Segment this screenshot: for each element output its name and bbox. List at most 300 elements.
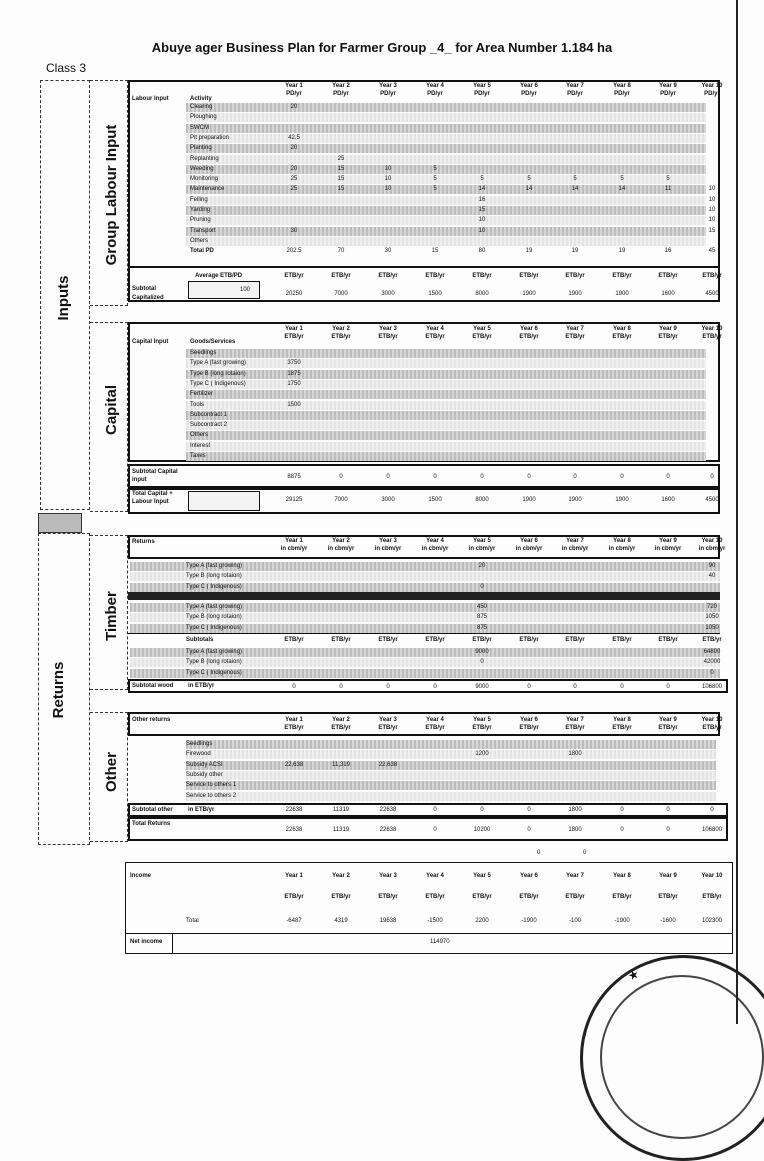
other-row-label: Service to others 1 — [186, 782, 237, 789]
labour-row-label: Pruning — [190, 217, 211, 224]
timber-price-row-y5: 875 — [476, 624, 487, 631]
timber-unit-5: in cbm/yr — [468, 546, 496, 552]
timber-subtotals-unit: ETB/yr — [378, 637, 398, 643]
labour-row-bg — [186, 144, 706, 153]
other-unit-4: ETB/yr — [425, 725, 445, 731]
labour-avg-unit: ETB/yr — [472, 273, 492, 279]
labour-unit-1: PD/yr — [286, 91, 302, 97]
labour-cell: 10 — [384, 186, 392, 193]
other-unit-2: ETB/yr — [331, 725, 351, 731]
capital-row-label: Type A (fast growing) — [190, 360, 247, 367]
inputs-marker — [38, 513, 82, 533]
other-year-1: Year 1 — [285, 717, 303, 723]
income-total-label: Total — [186, 918, 199, 924]
income-year-5: Year 5 — [473, 873, 491, 879]
timber-subtotal-label: Subtotal wood — [132, 683, 174, 689]
capital-row-bg — [186, 401, 706, 410]
other-unit-8: ETB/yr — [612, 725, 632, 731]
labour-row-bg — [186, 113, 706, 122]
timber-subtotals-line — [128, 633, 720, 634]
labour-cell: 14 — [571, 186, 579, 193]
other-subtotal-value: 0 — [433, 807, 437, 813]
labour-cell: 25 — [290, 176, 298, 183]
capital-cell: 1500 — [287, 401, 301, 408]
other-year-10: Year 10 — [701, 717, 723, 723]
capital-total-input[interactable] — [188, 491, 260, 511]
labour-row-label: Felling — [190, 196, 208, 203]
labour-cell: 15 — [478, 207, 486, 213]
labour-cell: 14 — [525, 186, 533, 193]
capital-row-label: Taxes — [190, 453, 206, 459]
labour-cell: 15 — [431, 248, 439, 255]
capital-unit-8: ETB/yr — [612, 334, 632, 340]
official-stamp-inner — [600, 975, 764, 1139]
page-edge — [736, 0, 738, 1024]
labour-cell: 80 — [478, 248, 486, 255]
income-unit-5: ETB/yr — [472, 894, 492, 900]
capital-year-3: Year 3 — [379, 326, 397, 332]
income-divider — [125, 933, 733, 934]
labour-subtotal-value: 20250 — [285, 291, 303, 297]
capital-subtotal-value: 0 — [433, 474, 437, 480]
other-unit-9: ETB/yr — [658, 725, 678, 731]
timber-subtotals-unit: ETB/yr — [612, 637, 632, 643]
labour-unit-5: PD/yr — [474, 91, 490, 97]
capital-subtotal-value: 0 — [386, 474, 390, 480]
labour-cell: 25 — [337, 155, 345, 162]
labour-cell: 20 — [290, 145, 298, 152]
labour-cell: 10 — [478, 227, 486, 234]
other-corner: Other returns — [132, 717, 171, 723]
capital-year-9: Year 9 — [659, 326, 677, 332]
other-cell: 22,638 — [284, 761, 304, 768]
labour-year-10: Year 10 — [701, 83, 723, 89]
labour-row-label: Pit preparation — [190, 134, 230, 141]
timber-year-1: Year 1 — [285, 538, 303, 544]
timber-price-row-label: Type B (long rotaion) — [186, 614, 242, 621]
income-total-value: -1900 — [614, 918, 630, 924]
capital-row-bg — [186, 421, 706, 430]
other-cell: 1200 — [475, 751, 489, 758]
capital-row-label: Subcontract 1 — [190, 411, 228, 418]
labour-cell: 202.5 — [286, 248, 302, 255]
income-year-7: Year 7 — [566, 873, 584, 879]
other-year-4: Year 4 — [426, 717, 444, 723]
timber-unit-2: in cbm/yr — [327, 546, 355, 552]
income-total-value: 102300 — [701, 918, 723, 924]
timber-subtotal-value: 0 — [433, 684, 437, 690]
income-total-value: -1500 — [427, 918, 443, 924]
timber-subtotal-value: 106800 — [701, 684, 723, 690]
page-title: Abuye ager Business Plan for Farmer Group _4_ for Area Number 1.184 ha — [151, 40, 613, 55]
labour-subtotal-value: 3000 — [381, 291, 395, 297]
labour-avg-value: 100 — [240, 287, 251, 293]
other-subtotal-value: 22638 — [285, 807, 303, 813]
timber-unit-8: in cbm/yr — [608, 546, 636, 552]
capital-side-label: Capital — [103, 385, 120, 436]
income-unit-10: ETB/yr — [702, 894, 722, 900]
inputs-side-label: Inputs — [55, 275, 72, 321]
capital-year-7: Year 7 — [566, 326, 584, 332]
timber-unit-7: in cbm/yr — [561, 546, 589, 552]
labour-avg-unit: ETB/yr — [612, 273, 632, 279]
timber-unit-9: in cbm/yr — [654, 546, 682, 552]
labour-cell: 10 — [384, 165, 392, 172]
capital-unit-5: ETB/yr — [472, 334, 492, 340]
income-year-4: Year 4 — [426, 873, 444, 879]
capital-row-label: Type B (long rotaion) — [190, 370, 246, 377]
capital-row-bg — [186, 431, 706, 440]
timber-val-row-y10: 64800 — [703, 649, 721, 655]
labour-row-bg — [186, 196, 706, 205]
labour-cell: 15 — [337, 165, 345, 172]
capital-year-5: Year 5 — [473, 326, 491, 332]
capital-subtotal-value: 0 — [527, 474, 531, 480]
labour-cell: 5 — [666, 176, 670, 183]
labour-cell: 15 — [337, 176, 345, 183]
other-subtotal-value: 0 — [666, 807, 670, 813]
labour-row-label: Planting — [190, 145, 212, 152]
labour-row-label: Yarding — [190, 207, 211, 213]
other-row-label: Subsidy ACSI — [186, 761, 223, 768]
timber-year-4: Year 4 — [426, 538, 444, 544]
other-year-3: Year 3 — [379, 717, 397, 723]
labour-cell: 16 — [664, 248, 672, 255]
capital-total-value: 1900 — [615, 497, 629, 503]
labour-year-6: Year 6 — [520, 83, 538, 89]
labour-cell: 19 — [525, 248, 533, 255]
capital-row-bg — [186, 359, 706, 368]
other-total-value: 1800 — [568, 827, 582, 833]
labour-cell: 5 — [433, 186, 437, 193]
income-unit-8: ETB/yr — [612, 894, 632, 900]
timber-year-8: Year 8 — [613, 538, 631, 544]
capital-total-value: 1900 — [522, 497, 536, 503]
labour-subtotal-value: 1900 — [615, 291, 629, 297]
capital-total-value: 1900 — [568, 497, 582, 503]
stray-zero-1: 0 — [537, 850, 541, 856]
labour-row-label: Weeding — [190, 165, 214, 172]
other-year-7: Year 7 — [566, 717, 584, 723]
capital-cell: 1750 — [287, 380, 301, 387]
other-subtotal-value: 11319 — [332, 807, 350, 813]
labour-row-label: SWCM — [190, 124, 209, 131]
labour-row-bg — [186, 237, 706, 246]
capital-row-label: Type C ( Indigenous) — [190, 380, 246, 387]
timber-price-row-y10: 1050 — [705, 624, 719, 631]
capital-year-4: Year 4 — [426, 326, 444, 332]
labour-cell: 20 — [290, 165, 298, 172]
timber-subtotal-value: 9000 — [475, 684, 489, 690]
timber-year-5: Year 5 — [473, 538, 491, 544]
timber-subtotals-unit: ETB/yr — [425, 637, 445, 643]
other-unit-1: ETB/yr — [284, 725, 304, 731]
other-unit-3: ETB/yr — [378, 725, 398, 731]
capital-unit-7: ETB/yr — [565, 334, 585, 340]
capital-unit-6: ETB/yr — [519, 334, 539, 340]
other-year-6: Year 6 — [520, 717, 538, 723]
other-total-value: 10200 — [473, 827, 491, 833]
other-total-value: 11319 — [332, 827, 350, 833]
capital-year-2: Year 2 — [332, 326, 350, 332]
labour-side-label: Group Labour Input — [103, 124, 120, 266]
capital-total-value: 1500 — [428, 497, 442, 503]
labour-unit-10: PD/yr — [704, 91, 720, 97]
capital-row-bg — [186, 442, 706, 451]
timber-subtotals-unit: ETB/yr — [702, 637, 722, 643]
labour-cell: 10 — [478, 217, 486, 224]
labour-row-bg — [186, 155, 706, 164]
income-year-3: Year 3 — [379, 873, 397, 879]
timber-val-row-y5: 0 — [480, 659, 484, 666]
other-total-value: 0 — [666, 827, 670, 833]
timber-unit-1: in cbm/yr — [280, 546, 308, 552]
labour-cell: 45 — [708, 248, 716, 255]
net-income-divider — [172, 934, 173, 954]
income-unit-3: ETB/yr — [378, 894, 398, 900]
income-year-2: Year 2 — [332, 873, 350, 879]
labour-row-bg — [186, 134, 706, 143]
other-year-5: Year 5 — [473, 717, 491, 723]
capital-total-value: 7000 — [334, 497, 348, 503]
other-year-2: Year 2 — [332, 717, 350, 723]
other-total-value: 22638 — [285, 827, 303, 833]
timber-unit-3: in cbm/yr — [374, 546, 402, 552]
labour-cell: 30 — [384, 248, 392, 255]
labour-row-bg — [186, 227, 706, 236]
labour-unit-8: PD/yr — [614, 91, 630, 97]
timber-subtotal-value: 0 — [573, 684, 577, 690]
timber-dark-band — [128, 592, 720, 600]
other-year-9: Year 9 — [659, 717, 677, 723]
timber-subtotal-value: 0 — [386, 684, 390, 690]
labour-cell: 5 — [527, 176, 531, 183]
labour-row-bg — [186, 103, 706, 112]
income-year-8: Year 8 — [613, 873, 631, 879]
labour-row-bg — [186, 206, 706, 215]
capital-row-label: Interest — [190, 442, 211, 449]
net-income-label: Net income — [130, 939, 163, 945]
timber-vol-row-label: Type B (long rotaion) — [186, 573, 242, 580]
labour-activity-head: Activity — [190, 96, 212, 102]
other-side-label: Other — [103, 752, 120, 793]
labour-unit-4: PD/yr — [427, 91, 443, 97]
income-total-value: -100 — [568, 918, 581, 924]
labour-year-5: Year 5 — [473, 83, 491, 89]
timber-vol-row-label: Type C ( Indigenous) — [186, 583, 242, 590]
labour-avg-unit: ETB/yr — [331, 273, 351, 279]
labour-row-label: Ploughing — [190, 114, 217, 121]
timber-subtotal-value: 0 — [339, 684, 343, 690]
capital-subtotal-label: Subtotal Capital input — [132, 469, 178, 483]
capital-unit-9: ETB/yr — [658, 334, 678, 340]
capital-row-label: Seedlings — [190, 350, 217, 356]
other-row-bg — [186, 781, 716, 790]
capital-row-bg — [186, 411, 706, 420]
capital-subtotal-value: 0 — [620, 474, 624, 480]
labour-unit-2: PD/yr — [333, 91, 349, 97]
labour-cell: 10 — [384, 176, 392, 183]
labour-cell: 14 — [618, 186, 626, 193]
income-unit-7: ETB/yr — [565, 894, 585, 900]
income-unit-6: ETB/yr — [519, 894, 539, 900]
capital-row-bg — [186, 452, 706, 461]
capital-cell: 3750 — [287, 360, 301, 367]
class-label: Class 3 — [46, 61, 87, 75]
other-unit-5: ETB/yr — [472, 725, 492, 731]
income-total-value: 2200 — [475, 918, 489, 924]
income-unit-1: ETB/yr — [284, 894, 304, 900]
labour-cell: 16 — [478, 196, 486, 203]
returns-side-label: Returns — [50, 661, 67, 719]
capital-subtotal-value: 0 — [573, 474, 577, 480]
labour-row-bg — [186, 216, 706, 225]
other-unit-6: ETB/yr — [519, 725, 539, 731]
other-cell: 11,319 — [332, 761, 350, 768]
other-row-bg — [186, 792, 716, 801]
capital-unit-4: ETB/yr — [425, 334, 445, 340]
other-row-bg — [186, 761, 716, 770]
labour-subtotal-value: 8000 — [475, 291, 489, 297]
timber-val-row-label: Type C ( Indigenous) — [186, 669, 242, 676]
income-unit-2: ETB/yr — [331, 894, 351, 900]
labour-cell: 5 — [573, 176, 577, 183]
labour-avg-unit: ETB/yr — [284, 273, 304, 279]
capital-unit-3: ETB/yr — [378, 334, 398, 340]
labour-year-1: Year 1 — [285, 83, 303, 89]
labour-subtotal-value: 1900 — [568, 291, 582, 297]
labour-cell: 30 — [290, 227, 298, 234]
timber-year-9: Year 9 — [659, 538, 677, 544]
labour-subtotal-value: 1500 — [428, 291, 442, 297]
capital-subtotal-value: 0 — [710, 474, 714, 480]
capital-subtotal-value: 0 — [666, 474, 670, 480]
capital-corner: Capital Input — [132, 339, 169, 345]
labour-avg-unit: ETB/yr — [702, 273, 722, 279]
other-year-8: Year 8 — [613, 717, 631, 723]
other-row-bg — [186, 740, 716, 749]
labour-row-label: Clearing — [190, 104, 213, 110]
labour-cell: 10 — [708, 217, 716, 224]
labour-cell: 15 — [337, 186, 345, 193]
timber-val-row-y5: 9000 — [475, 649, 489, 655]
labour-row-label: Maintenance — [190, 186, 225, 193]
other-cell: 1800 — [568, 751, 582, 758]
timber-year-10: Year 10 — [701, 538, 723, 544]
timber-price-row-y5: 875 — [476, 614, 487, 621]
labour-cell: 10 — [708, 207, 716, 213]
labour-row-bg — [186, 124, 706, 133]
timber-vol-row-y5: 20 — [478, 563, 486, 569]
timber-subtotals-label: Subtotals — [186, 637, 214, 643]
timber-price-row-y10: 1050 — [705, 614, 719, 621]
timber-subtotals-unit: ETB/yr — [472, 637, 492, 643]
labour-corner: Labour Input — [132, 96, 169, 102]
labour-cell: 5 — [620, 176, 624, 183]
capital-year-6: Year 6 — [520, 326, 538, 332]
labour-subtotal-value: 4500 — [705, 291, 719, 297]
timber-val-row-y10: 0 — [710, 669, 714, 676]
labour-avg-unit: ETB/yr — [658, 273, 678, 279]
other-row-label: Service to others 2 — [186, 792, 237, 799]
timber-corner: Returns — [132, 539, 155, 545]
labour-cell: 25 — [290, 186, 298, 193]
capital-subtotal-value: 8875 — [287, 474, 301, 480]
stray-zero-2: 0 — [583, 850, 587, 856]
timber-price-row-y5: 450 — [476, 604, 487, 610]
income-total-value: -1900 — [521, 918, 537, 924]
labour-cell: 19 — [618, 248, 626, 255]
other-row-bg — [186, 771, 716, 780]
capital-row-bg — [186, 380, 706, 389]
timber-subtotals-unit: ETB/yr — [658, 637, 678, 643]
capital-row-bg — [186, 349, 706, 358]
labour-cell: 5 — [433, 176, 437, 183]
other-total-value: 0 — [620, 827, 624, 833]
capital-year-1: Year 1 — [285, 326, 303, 332]
labour-cell: 5 — [480, 176, 484, 183]
other-total-value: 106800 — [701, 827, 723, 833]
labour-year-8: Year 8 — [613, 83, 631, 89]
labour-unit-9: PD/yr — [660, 91, 676, 97]
timber-subtotal-value: 0 — [527, 684, 531, 690]
other-subtotal-value: 0 — [527, 807, 531, 813]
timber-price-row-label: Type C ( Indigenous) — [186, 624, 242, 631]
timber-subtotal-unit: in ETB/yr — [188, 683, 215, 689]
labour-row-label: Total PD — [190, 248, 214, 255]
labour-year-4: Year 4 — [426, 83, 444, 89]
capital-row-bg — [186, 390, 706, 399]
income-year-9: Year 9 — [659, 873, 677, 879]
capital-unit-1: ETB/yr — [284, 334, 304, 340]
labour-row-label: Replanting — [190, 155, 219, 162]
capital-total-value: 3000 — [381, 497, 395, 503]
capital-total-value: 8000 — [475, 497, 489, 503]
income-total-value: -1600 — [660, 918, 676, 924]
other-subtotal-value: 0 — [710, 807, 714, 813]
timber-subtotal-value: 0 — [666, 684, 670, 690]
labour-avg-label: Average ETB/PD — [195, 273, 243, 279]
capital-row-bg — [186, 370, 706, 379]
other-row-label: Subsidy other — [186, 771, 223, 778]
other-cell: 22,638 — [378, 761, 398, 768]
labour-subtotal-label: Subtotal — [132, 286, 156, 292]
timber-subtotal-value: 0 — [620, 684, 624, 690]
labour-divider — [128, 266, 720, 268]
labour-subtotal-value: 1600 — [661, 291, 675, 297]
income-year-10: Year 10 — [701, 873, 723, 879]
income-total-value: -6487 — [286, 918, 302, 924]
capital-unit-2: ETB/yr — [331, 334, 351, 340]
labour-row-label: Transport — [190, 227, 216, 234]
other-row-label: Seedlings — [186, 741, 213, 747]
capital-row-label: Fertilizer — [190, 391, 214, 398]
labour-year-3: Year 3 — [379, 83, 397, 89]
net-income-value: 114970 — [430, 939, 450, 945]
other-total-value: 22638 — [379, 827, 397, 833]
labour-cell: 19 — [571, 248, 579, 255]
capital-row-label: Subcontract 2 — [190, 422, 228, 429]
labour-unit-7: PD/yr — [567, 91, 583, 97]
labour-cell: 70 — [337, 248, 345, 255]
capital-total-label: Total Capital + Labour Input — [132, 491, 173, 505]
capital-total-value: 29125 — [285, 497, 303, 503]
capital-row-label: Tools — [190, 401, 205, 408]
capital-year-10: Year 10 — [701, 326, 723, 332]
timber-val-row-label: Type B (long rotaion) — [186, 659, 242, 666]
labour-unit-6: PD/yr — [521, 91, 537, 97]
labour-year-7: Year 7 — [566, 83, 584, 89]
